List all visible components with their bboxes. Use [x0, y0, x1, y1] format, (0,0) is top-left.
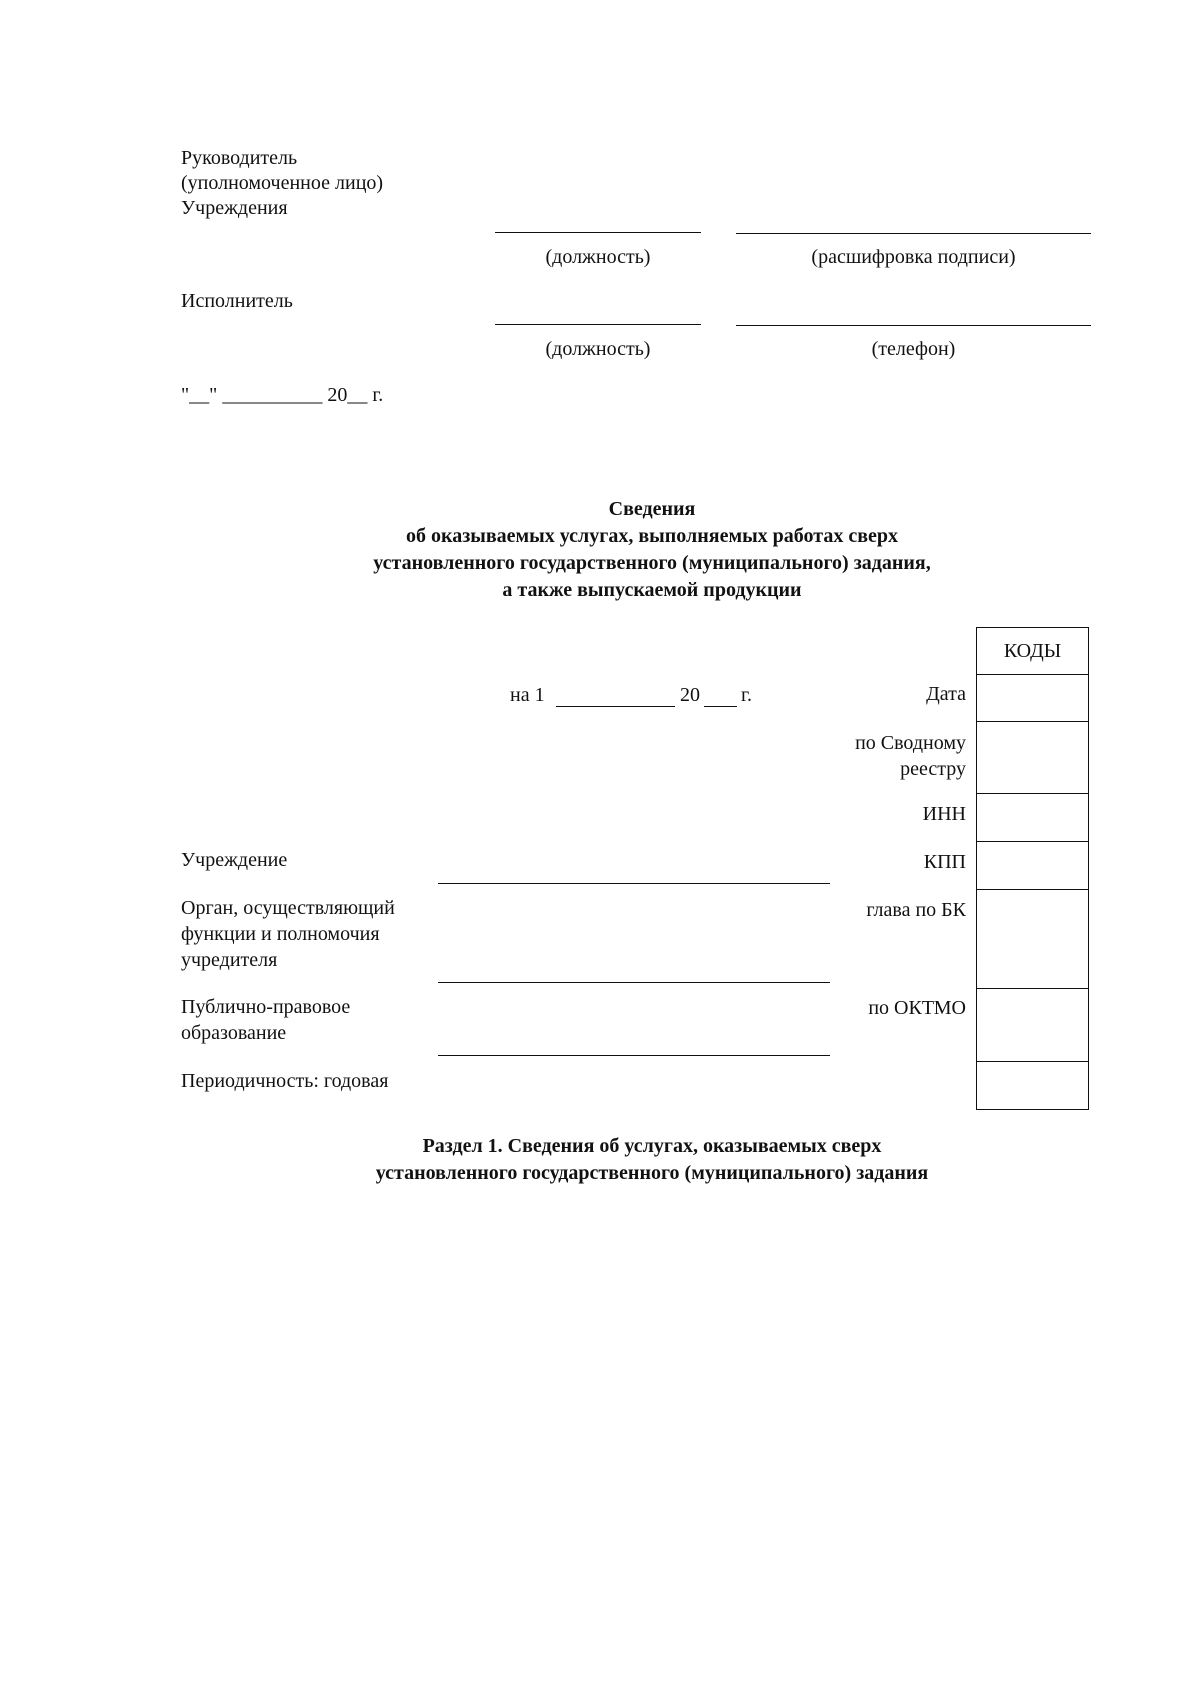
head-label-line3: Учреждения [181, 197, 288, 219]
section1-line2: установленного государственного (муниципального) задания [375, 1162, 929, 1184]
inn-code-label: ИНН [922, 803, 966, 825]
head-label [181, 148, 383, 223]
public-entity-label [181, 997, 350, 1049]
head-caption-position: (должность) [545, 246, 651, 268]
head-label-line2: (уполномоченное лицо) [181, 172, 384, 194]
executor-label: Исполнитель [181, 290, 293, 312]
as-of-year-line[interactable] [704, 706, 737, 707]
as-of-year: 20 [680, 684, 700, 706]
head-caption-decoding: (расшифровка подписи) [811, 246, 1016, 268]
as-of-month-line[interactable] [556, 706, 675, 707]
executor-position-line[interactable] [495, 324, 701, 325]
institution-field-line[interactable] [438, 883, 830, 884]
title-line1: Сведения [608, 498, 696, 520]
as-of-prefix: на 1 [510, 684, 545, 706]
signature-date-line: "__" __________ 20__ г. [181, 384, 384, 406]
founder-label-line3: учредителя [181, 949, 278, 971]
public-entity-field-line[interactable] [438, 1055, 830, 1056]
head-position-line[interactable] [495, 232, 701, 233]
periodicity-label: Периодичность: годовая [181, 1070, 389, 1092]
section1-line1: Раздел 1. Сведения об услугах, оказываемых сверх [422, 1135, 882, 1157]
inn-code-cell[interactable] [977, 793, 1088, 841]
bk-code-cell[interactable] [977, 889, 1088, 988]
kpp-code-label: КПП [923, 851, 966, 873]
title-line3: установленного государственного (муниципального) задания, [373, 552, 931, 574]
founder-label-line1: Орган, осуществляющий [181, 897, 395, 919]
executor-phone-line[interactable] [736, 325, 1091, 326]
date-code-label: Дата [926, 683, 966, 705]
title-line4: а также выпускаемой продукции [502, 579, 802, 601]
codes-table [976, 627, 1089, 1110]
founder-label [181, 898, 395, 976]
date-code-cell[interactable] [977, 674, 1088, 721]
registry-code-cell[interactable] [977, 721, 1088, 793]
document-title [200, 496, 1104, 604]
oktmo-code-label: по ОКТМО [868, 997, 966, 1019]
periodicity-code-cell[interactable] [977, 1061, 1088, 1109]
codes-header: КОДЫ [1003, 640, 1062, 662]
oktmo-code-cell[interactable] [977, 988, 1088, 1061]
registry-label-line1: по Сводному [855, 732, 966, 754]
head-label-line1: Руководитель [181, 147, 298, 169]
registry-code-label [760, 733, 966, 785]
public-entity-label-line2: образование [181, 1022, 287, 1044]
kpp-code-cell[interactable] [977, 841, 1088, 889]
institution-label: Учреждение [181, 849, 288, 871]
section1-heading [200, 1133, 1104, 1187]
executor-caption-phone: (телефон) [871, 338, 956, 360]
founder-field-line[interactable] [438, 982, 830, 983]
registry-label-line2: реестру [900, 758, 966, 780]
bk-code-label: глава по БК [866, 899, 966, 921]
founder-label-line2: функции и полномочия [181, 923, 380, 945]
head-decoding-line[interactable] [736, 233, 1091, 234]
public-entity-label-line1: Публично-правовое [181, 996, 351, 1018]
executor-caption-position: (должность) [545, 338, 651, 360]
title-line2: об оказываемых услугах, выполняемых работах сверх [405, 525, 899, 547]
as-of-suffix: г. [741, 684, 752, 706]
